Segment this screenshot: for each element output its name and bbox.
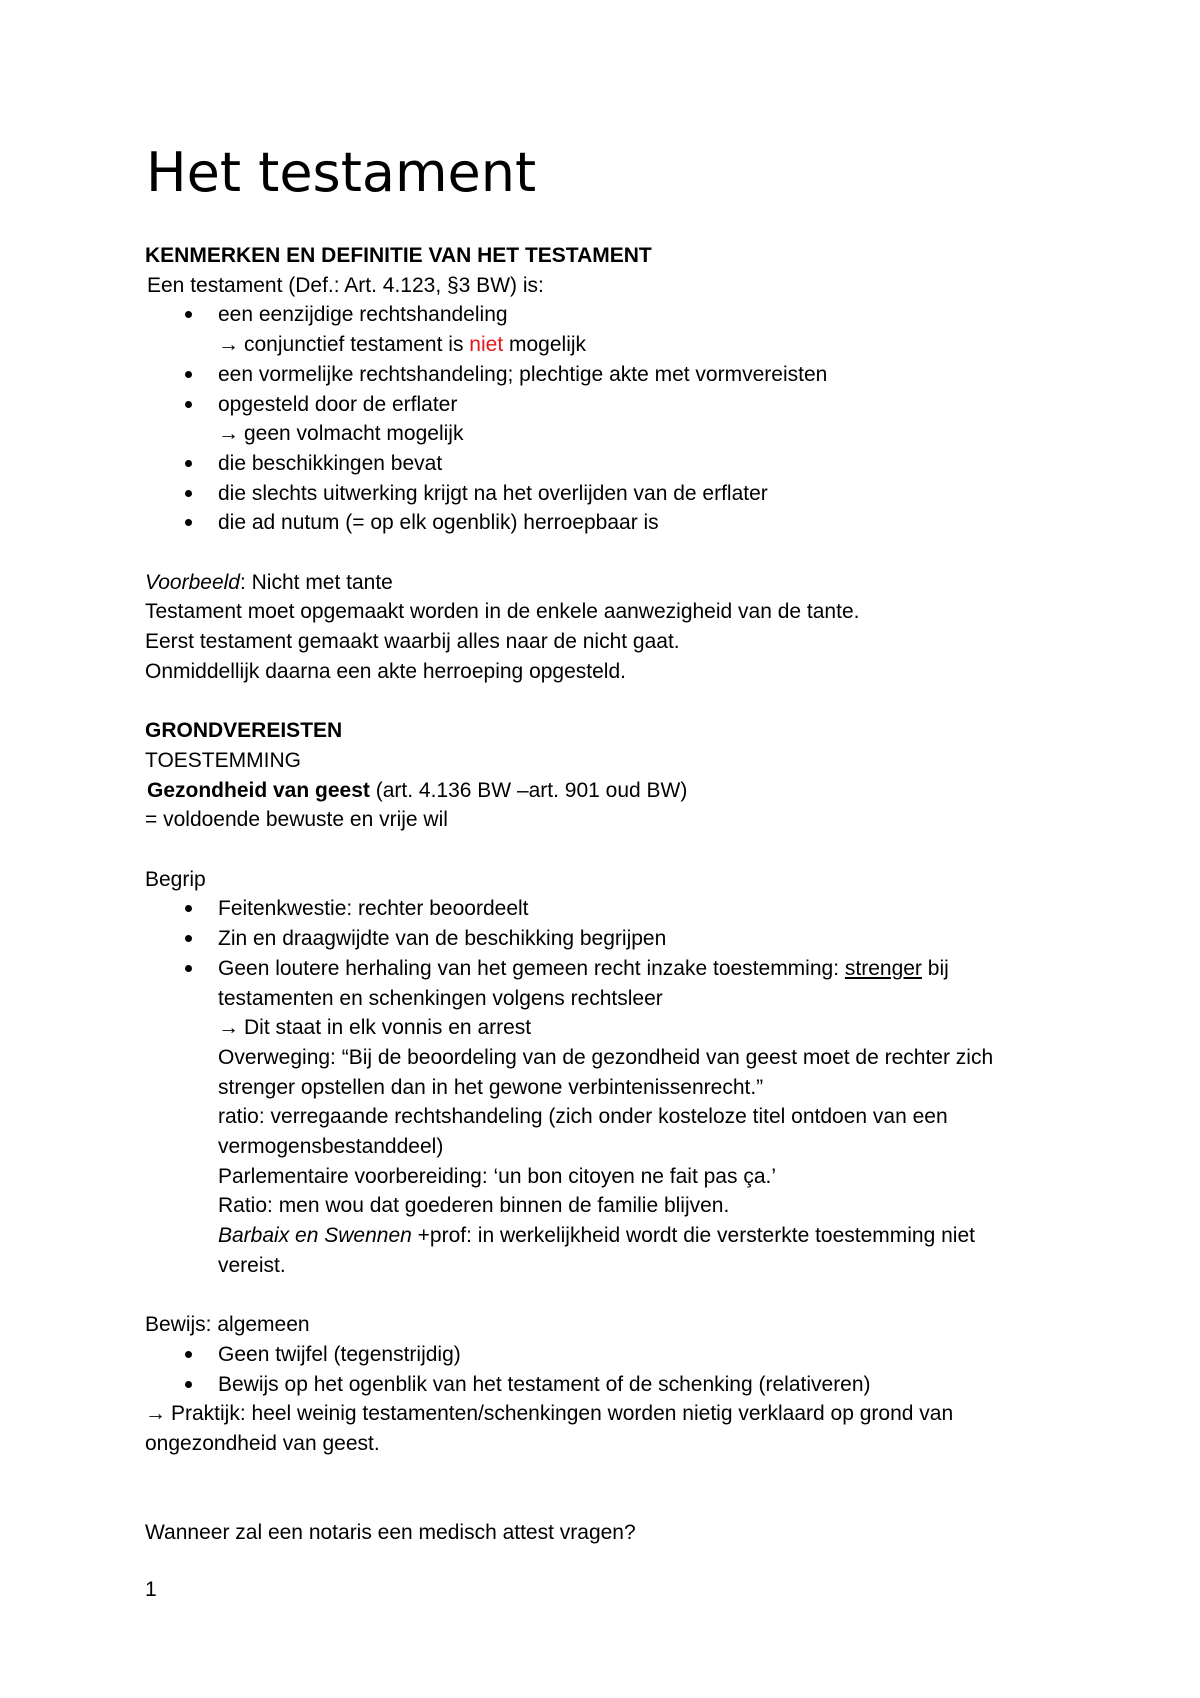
document-body	[145, 241, 1075, 1548]
list-item: Zin en draagwijdte van de beschikking begrijpen	[145, 924, 1075, 954]
list-item: een vormelijke rechtshandeling; plechtige akte met vormvereisten	[145, 360, 1075, 390]
list-item: opgesteld door de erflater	[145, 390, 1075, 420]
arrow-right-icon: →	[218, 1016, 239, 1040]
list-continuation: Parlementaire voorbereiding: ‘un bon citoyen ne fait pas ça.’	[218, 1164, 776, 1188]
list-continuation: ratio: verregaande rechtshandeling (zich onder kosteloze titel ontdoen van een	[218, 1105, 948, 1129]
definition-line: = voldoende bewuste en vrije wil	[145, 808, 448, 832]
section-heading-grondvereisten: GRONDVEREISTEN	[145, 719, 343, 743]
example-line: Onmiddellijk daarna een akte herroeping opgesteld.	[145, 659, 626, 683]
list-item: Bewijs op het ogenblik van het testament of de schenking (relativeren)	[145, 1370, 1075, 1400]
underlined-term: strenger	[844, 956, 922, 980]
example-line: Testament moet opgemaakt worden in de enkele aanwezigheid van de tante.	[145, 600, 860, 624]
list-subnote: → Dit staat in elk vonnis en arrest	[145, 1013, 1075, 1043]
list-continuation: Ratio: men wou dat goederen binnen de familie blijven.	[218, 1194, 730, 1218]
list-continuation: strenger opstellen dan in het gewone verbintenissenrecht.”	[218, 1075, 764, 1099]
list-item: die ad nutum (= op elk ogenblik) herroepbaar is	[145, 508, 1075, 538]
arrow-right-icon: →	[145, 1402, 166, 1426]
list-subnote: → geen volmacht mogelijk	[145, 419, 1075, 449]
arrow-right-icon: →	[218, 422, 239, 446]
section-heading-kenmerken: KENMERKEN EN DEFINITIE VAN HET TESTAMENT	[145, 244, 652, 267]
arrow-right-icon: →	[218, 333, 239, 357]
list-item: een eenzijdige rechtshandeling	[145, 300, 1075, 330]
list-continuation: Barbaix en Swennen +prof: in werkelijkheid wordt die versterkte toestemming niet	[218, 1224, 975, 1248]
list-item: Geen loutere herhaling van het gemeen recht inzake toestemming: strenger bij	[145, 954, 1075, 984]
emphasis-red: niet	[469, 333, 504, 357]
definition-intro: Een testament (Def.: Art. 4.123, §3 BW) is:	[147, 273, 544, 297]
practice-line: → Praktijk: heel weinig testamenten/schenkingen worden nietig verklaard op grond van	[145, 1399, 1075, 1429]
list-subnote: → conjunctief testament is niet mogelijk	[145, 330, 1075, 360]
list-item: Feitenkwestie: rechter beoordeelt	[145, 894, 1075, 924]
list-continuation: vermogensbestanddeel)	[218, 1135, 444, 1159]
example-heading: Voorbeeld: Nicht met tante	[145, 570, 393, 594]
example-line: Eerst testament gemaakt waarbij alles naar de nicht gaat.	[145, 630, 680, 654]
list-item: die beschikkingen bevat	[145, 449, 1075, 479]
subheading-toestemming: TOESTEMMING	[145, 748, 301, 772]
practice-line: ongezondheid van geest.	[145, 1432, 380, 1456]
health-line: Gezondheid van geest (art. 4.136 BW –art. 901 oud BW)	[147, 778, 688, 802]
bewijs-heading: Bewijs: algemeen	[145, 1313, 310, 1337]
question-line: Wanneer zal een notaris een medisch attest vragen?	[145, 1521, 636, 1545]
list-item: Geen twijfel (tegenstrijdig)	[145, 1340, 1075, 1370]
begrip-heading: Begrip	[145, 867, 206, 891]
list-continuation: vereist.	[218, 1253, 286, 1277]
list-continuation: Overweging: “Bij de beoordeling van de gezondheid van geest moet de rechter zich	[218, 1045, 994, 1069]
list-item: die slechts uitwerking krijgt na het overlijden van de erflater	[145, 479, 1075, 509]
page-title: Het testament	[146, 141, 537, 204]
list-continuation: testamenten en schenkingen volgens rechtsleer	[218, 986, 663, 1010]
page-number: 1	[145, 1578, 157, 1601]
